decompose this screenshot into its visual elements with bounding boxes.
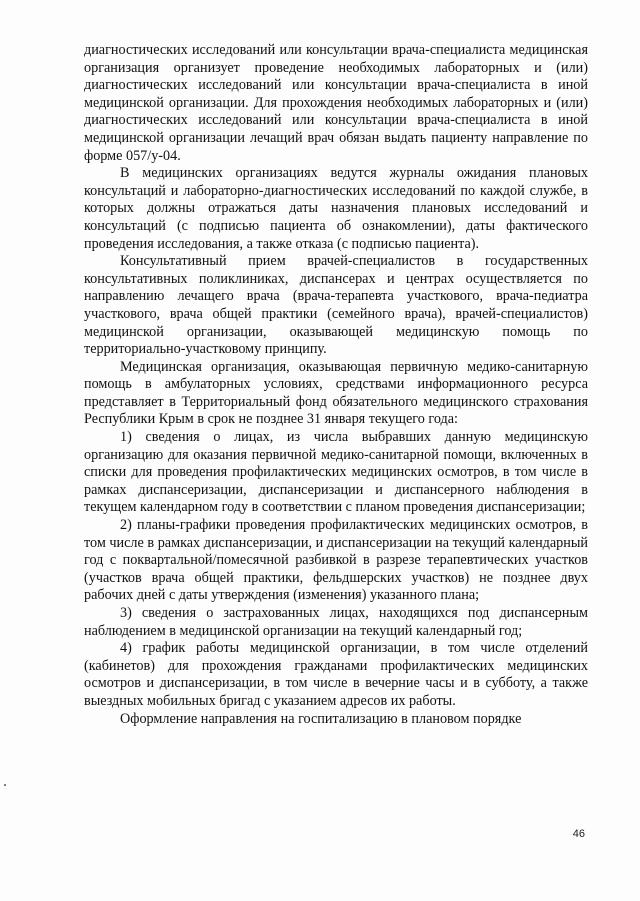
paragraph-2: В медицинских организациях ведутся журналы ожидания плановых консультаций и лабораторно-диагностических исследований по каждой службе, в которых должны отражаться даты назначения плановых исследований и консультаций (с подписью пациента об ознакомлении), даты фактического проведения исследования, а также отказа (с подписью пациента). xyxy=(84,165,588,252)
list-item-3: 3) сведения о застрахованных лицах, находящихся под диспансерным наблюдением в медицинской организации на текущий календарный год; xyxy=(84,605,588,639)
list-item-4: 4) график работы медицинской организации, в том числе отделений (кабинетов) для прохождения гражданами профилактических медицинских осмотров и диспансеризации, в том числе в вечерние часы и в субботу, а также выездных мобильных бригад с указанием адресов их работы. xyxy=(84,640,588,709)
paragraph-1: диагностических исследований или консультации врача-специалиста медицинская организация организует проведение необходимых лабораторных и (или) диагностических исследований или консультации врача-специалиста в иной медицинской организации. Для прохождения необходимых лабораторных и (или) диагностических исследований или консультации врача-специалиста в иной медицинской организации лечащий врач обязан выдать пациенту направление по форме 057/у-04. xyxy=(84,42,588,164)
paragraph-4: Медицинская организация, оказывающая первичную медико-санитарную помощь в амбулаторных условиях, средствами информационного ресурса представляет в Территориальный фонд обязательного медицинского страхования Республики Крым в срок не позднее 31 января текущего года: xyxy=(84,358,588,428)
scan-speck xyxy=(4,784,6,786)
paragraph-last: Оформление направления на госпитализацию в плановом порядке xyxy=(120,710,522,727)
list-item-2: 2) планы-графики проведения профилактических медицинских осмотров, в том числе в рамках диспансеризации, и диспансеризации на текущий календарный год с поквартальной/помесячной разбивкой в разрезе терапевтических участков (участков врача общей практики, фельдшерских участков) не позднее двух рабочих дней с даты утверждения (изменения) указанного плана; xyxy=(84,517,588,604)
list-item-1: 1) сведения о лицах, из числа выбравших данную медицинскую организацию для оказания первичной медико-санитарной помощи, включенных в списки для проведения профилактических медицинских осмотров, в том числе в рамках диспансеризации, диспансеризации и диспансерного наблюдения в текущем календарном году в соответствии с планом проведения диспансеризации; xyxy=(84,429,588,516)
page-number: 46 xyxy=(572,828,585,840)
paragraph-3: Консультативный прием врачей-специалистов в государственных консультативных поликлиниках, диспансерах и центрах осуществляется по направлению лечащего врача (врача-терапевта участкового, врача-педиатра участкового, врача общей практики (семейного врача), врачей-специалистов) медицинской организации, оказывающей медицинскую помощь по территориально-участковому принципу. xyxy=(84,253,588,358)
document-body xyxy=(84,42,588,728)
